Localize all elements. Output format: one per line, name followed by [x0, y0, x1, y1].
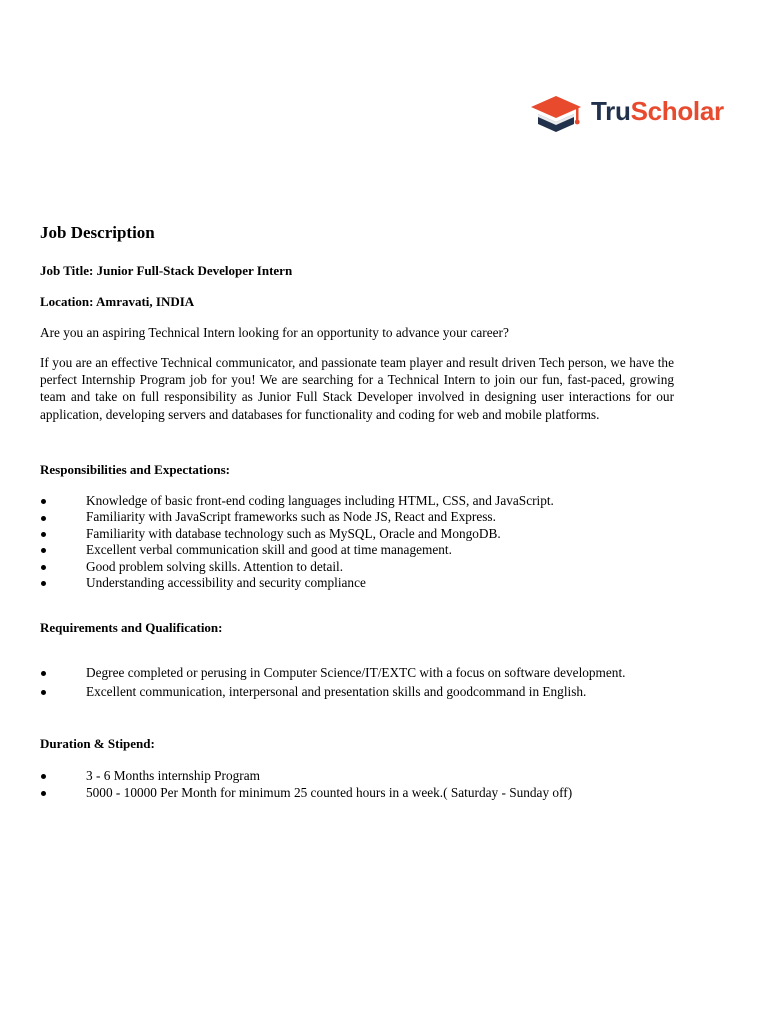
list-item: Familiarity with JavaScript frameworks such as Node JS, React and Express. [40, 509, 700, 525]
page-title: Job Description [40, 223, 155, 242]
job-title: Job Title: Junior Full-Stack Developer Intern [40, 263, 293, 278]
list-item: Degree completed or perusing in Computer Science/IT/EXTC with a focus on software development. [40, 663, 700, 682]
list-item: Excellent verbal communication skill and good at time management. [40, 542, 700, 558]
bullet-icon [41, 791, 46, 796]
bullet-icon [41, 774, 46, 779]
bullet-icon [41, 499, 46, 504]
duration-list [40, 767, 700, 801]
list-item: Good problem solving skills. Attention to detail. [40, 559, 700, 575]
bullet-icon [41, 548, 46, 553]
logo-wordmark: TruScholar [591, 96, 724, 126]
list-item: Excellent communication, interpersonal and presentation skills and goodcommand in English. [40, 682, 700, 701]
responsibilities-list [40, 493, 700, 591]
responsibilities-title: Responsibilities and Expectations: [40, 462, 230, 477]
list-item: 5000 - 10000 Per Month for minimum 25 counted hours in a week.( Saturday - Sunday off) [40, 784, 700, 801]
bullet-icon [41, 532, 46, 537]
duration-title: Duration & Stipend: [40, 736, 155, 751]
bullet-icon [41, 581, 46, 586]
bullet-icon [41, 565, 46, 570]
description-paragraph: If you are an effective Technical communicator, and passionate team player and result driven Tech person, we have the perfect Internship Program job for you! We are searching for a Technical Intern to join our fun, fast-paced, growing team and take on full responsibility as Junior Full Stack Developer involved in designing user interactions for our application, developing servers and databases for functionality and coding for web and mobile platforms. [40, 355, 674, 422]
bullet-icon [41, 516, 46, 521]
bullet-icon [41, 690, 46, 695]
truscholar-logo [530, 94, 740, 134]
list-item: Understanding accessibility and security compliance [40, 575, 700, 591]
requirements-title: Requirements and Qualification: [40, 620, 223, 635]
intro-paragraph: Are you an aspiring Technical Intern looking for an opportunity to advance your career? [40, 325, 509, 340]
bullet-icon [41, 671, 46, 676]
graduation-cap-icon [530, 94, 582, 134]
requirements-list [40, 663, 700, 701]
list-item: Knowledge of basic front-end coding languages including HTML, CSS, and JavaScript. [40, 493, 700, 509]
location: Location: Amravati, INDIA [40, 294, 195, 309]
list-item: Familiarity with database technology such as MySQL, Oracle and MongoDB. [40, 526, 700, 542]
list-item: 3 - 6 Months internship Program [40, 767, 700, 784]
